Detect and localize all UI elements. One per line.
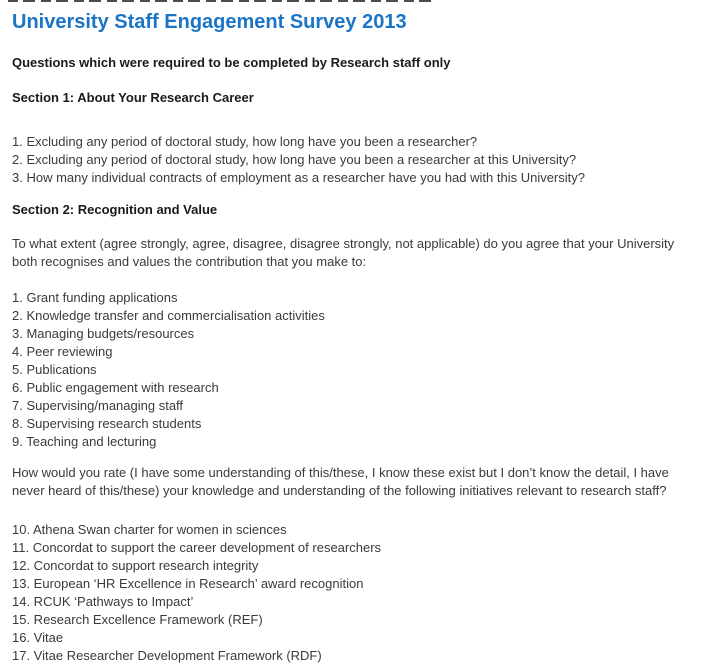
initiative-item-list bbox=[12, 521, 700, 665]
question-line: 2. Excluding any period of doctoral study, how long have you been a researcher at this University? bbox=[12, 152, 577, 167]
list-item: 5. Publications bbox=[12, 362, 97, 377]
list-item: 11. Concordat to support the career development of researchers bbox=[12, 540, 382, 555]
list-item: 2. Knowledge transfer and commercialisation activities bbox=[12, 308, 325, 323]
list-item: 6. Public engagement with research bbox=[12, 380, 219, 395]
prompt-line: How would you rate (I have some understanding of this/these, I know these exist but I don’t know the detail, I have bbox=[12, 465, 669, 480]
question-line: 3. How many individual contracts of employment as a researcher have you had with this University? bbox=[12, 170, 585, 185]
list-item: 17. Vitae Researcher Development Framework (RDF) bbox=[12, 648, 322, 663]
intro-note: Questions which were required to be completed by Research staff only bbox=[12, 55, 451, 70]
prompt-line: To what extent (agree strongly, agree, disagree, disagree strongly, not applicable) do you agree that your University bbox=[12, 236, 675, 251]
section-1-question-list bbox=[12, 133, 700, 187]
list-item: 14. RCUK ‘Pathways to Impact’ bbox=[12, 594, 194, 609]
section-2-heading: Section 2: Recognition and Value bbox=[12, 202, 218, 217]
prompt-line: never heard of this/these) your knowledge and understanding of the following initiatives relevant to research staff? bbox=[12, 483, 667, 498]
section-1-heading: Section 1: About Your Research Career bbox=[12, 90, 254, 105]
list-item: 7. Supervising/managing staff bbox=[12, 398, 184, 413]
list-item: 13. European ‘HR Excellence in Research’ award recognition bbox=[12, 576, 364, 591]
contribution-item-list bbox=[12, 289, 700, 451]
list-item: 3. Managing budgets/resources bbox=[12, 326, 195, 341]
prompt-line: both recognises and values the contribution that you make to: bbox=[12, 254, 367, 269]
list-item: 12. Concordat to support research integrity bbox=[12, 558, 259, 573]
cropped-text-artifact bbox=[8, 0, 436, 2]
list-item: 9. Teaching and lecturing bbox=[12, 434, 157, 449]
section-2-prompt-1 bbox=[12, 235, 700, 271]
list-item: 10. Athena Swan charter for women in sciences bbox=[12, 522, 287, 537]
list-item: 16. Vitae bbox=[12, 630, 64, 645]
list-item: 8. Supervising research students bbox=[12, 416, 202, 431]
section-2-prompt-2 bbox=[12, 464, 700, 500]
list-item: 4. Peer reviewing bbox=[12, 344, 113, 359]
page-title: University Staff Engagement Survey 2013 bbox=[12, 11, 407, 33]
question-line: 1. Excluding any period of doctoral study, how long have you been a researcher? bbox=[12, 134, 478, 149]
list-item: 15. Research Excellence Framework (REF) bbox=[12, 612, 263, 627]
list-item: 1. Grant funding applications bbox=[12, 290, 178, 305]
